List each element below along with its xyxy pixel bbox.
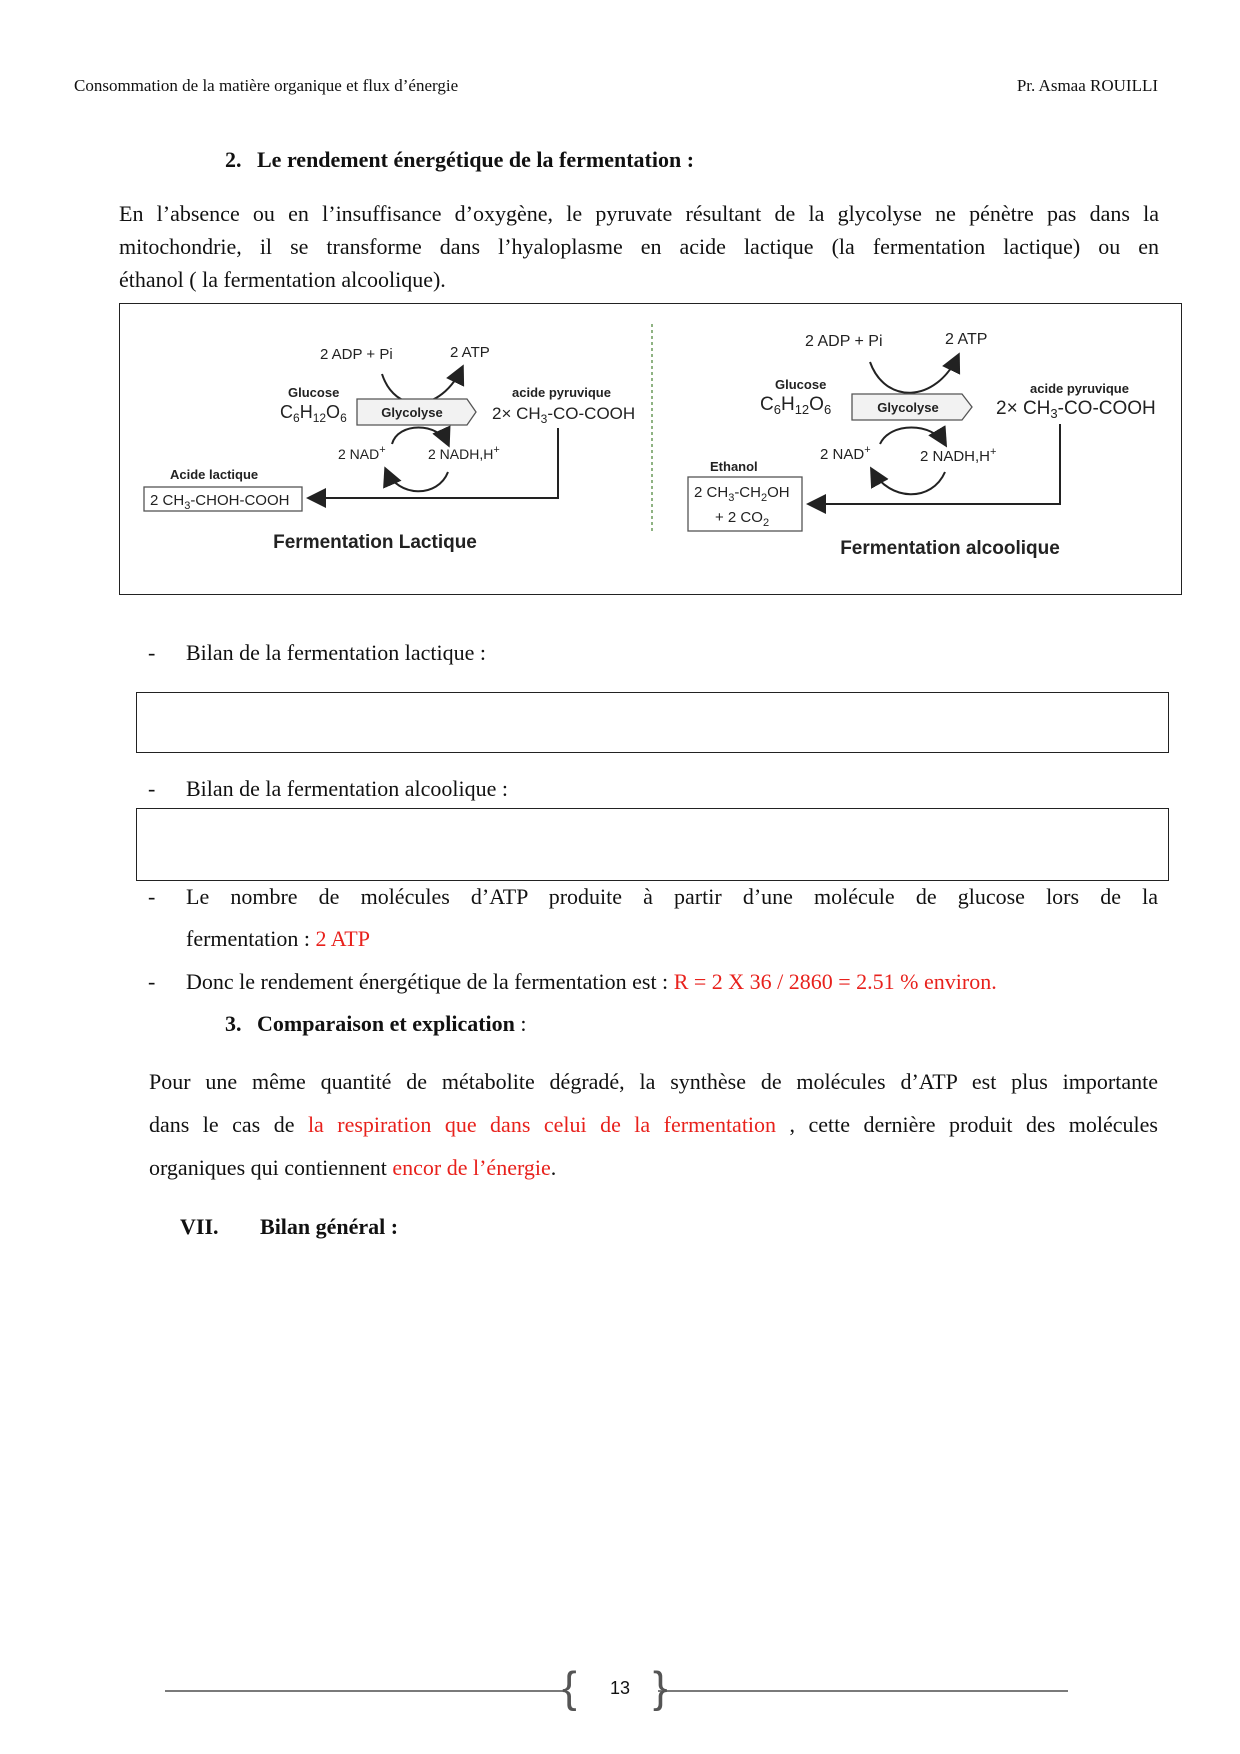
footer-rule-left [165, 1690, 565, 1692]
bilan-lactique-answer-box[interactable] [136, 692, 1169, 753]
bullet-dash: - [148, 969, 156, 994]
paragraph-line: En l’absence ou en l’insuffisance d’oxygène, le pyruvate résultant de la glycolyse ne pénètre pas dans la [119, 201, 1159, 226]
nad-reduction-arrow [392, 428, 448, 445]
alcoholic-nadh: 2 NADH,H+ [920, 446, 997, 465]
lactic-glucose-label: Glucose [288, 385, 340, 400]
nadh-oxidation-arrow [386, 470, 448, 491]
alcoholic-product-formula-2: + 2 $CO_2$ [715, 509, 770, 529]
section-colon: : [514, 1011, 527, 1036]
alcoholic-atp: 2 ATP [945, 331, 988, 348]
atp-count-answer: 2 ATP [315, 926, 370, 951]
lactic-product-formula: 2 $CH_3-CHOH$-COOH [150, 492, 290, 512]
alcoholic-panel [688, 331, 1156, 559]
section-number: 2. [225, 147, 242, 172]
alcoholic-pyruvic-formula: $2\times CH_3-CO$-COOH [996, 398, 1156, 421]
paragraph-line [149, 1146, 1158, 1189]
footer-brace-right: } [653, 1663, 668, 1712]
rendement-answer: R = 2 X 36 / 2860 = 2.51 % environ. [673, 969, 997, 994]
lactic-pyruvic-label: acide pyruvique [512, 385, 611, 400]
section-title: Comparaison et explication [257, 1011, 515, 1036]
atp-arrow [870, 356, 958, 393]
lactic-glucose-formula: $C_6H_{12}O_6$ [280, 402, 347, 425]
lactic-adp: 2 ADP + Pi [320, 346, 393, 363]
nad-reduction-arrow [880, 428, 945, 445]
highlight-energie: encor de l’énergie [392, 1155, 551, 1180]
paragraph-line: éthanol ( la fermentation alcoolique). [119, 267, 446, 292]
atp-count-line-2 [186, 926, 370, 952]
alcoholic-glucose-formula: $C_6H_{12}O_6$ [760, 394, 832, 417]
atp-count-line-1: Le nombre de molécules d’ATP produite à partir d’une molécule de glucose lors de la [186, 884, 1158, 909]
section-2-heading [225, 147, 694, 173]
rendement-text: Donc le rendement énergétique de la fermentation est : [186, 969, 669, 994]
alcoholic-title: Fermentation alcoolique [840, 538, 1060, 559]
section-2-paragraph [119, 197, 1159, 296]
paragraph-line: mitochondrie, il se transforme dans l’hyaloplasme en acide lactique (la fermentation lactique) ou en [119, 234, 1159, 259]
alcoholic-adp: 2 ADP + Pi [805, 333, 883, 350]
fermentation-diagram-svg [120, 304, 1181, 594]
bullet-dash: - [148, 640, 156, 665]
alcoholic-product-label: Ethanol [710, 459, 758, 474]
text-span: , cette dernière produit des molécules [776, 1112, 1158, 1137]
section-3-heading [225, 1011, 527, 1037]
paragraph-line [149, 1103, 1158, 1146]
lactic-nad: 2 NAD+ [338, 444, 386, 462]
text-span: . [550, 1155, 557, 1180]
section-title: Bilan général : [260, 1214, 399, 1239]
text-span: dans le cas de [149, 1112, 308, 1137]
lactic-nadh: 2 NADH,H+ [428, 444, 500, 462]
lactic-atp: 2 ATP [450, 344, 490, 361]
fermentation-diagram [119, 303, 1182, 595]
rendement-line [186, 969, 997, 995]
lactic-product-label: Acide lactique [170, 467, 259, 482]
section-title: Le rendement énergétique de la fermentation : [257, 147, 695, 172]
page-number: 13 [609, 1678, 631, 1698]
bilan-lactique-label: Bilan de la fermentation lactique : [186, 640, 486, 665]
atp-count-text: fermentation : [186, 926, 311, 951]
section-3-paragraph [149, 1060, 1158, 1189]
footer-brace-left: { [562, 1663, 577, 1712]
lactic-panel [144, 344, 635, 553]
bilan-alcoolique-answer-box[interactable] [136, 808, 1169, 881]
lactic-pyruvic-formula: $2\times CH_3-CO$-COOH [492, 404, 636, 426]
highlight-respiration: la respiration que dans celui de la fermentation [307, 1112, 777, 1137]
bullet-dash: - [148, 884, 156, 909]
alcoholic-pyruvic-label: acide pyruvique [1030, 381, 1129, 396]
lactic-title: Fermentation Lactique [273, 532, 477, 553]
alcoholic-nad: 2 NAD+ [820, 444, 871, 463]
atp-arrow [382, 368, 462, 403]
section-number: VII. [180, 1214, 219, 1239]
running-header-author: Pr. Asmaa ROUILLI [1016, 76, 1158, 95]
alcoholic-glycolyse-label: Glycolyse [877, 400, 939, 415]
section-7-heading [180, 1214, 398, 1240]
alcoholic-glucose-label: Glucose [775, 377, 827, 392]
footer-rule-right [658, 1690, 1068, 1692]
bullet-dash: - [148, 776, 156, 801]
lactic-glycolyse-label: Glycolyse [381, 405, 443, 420]
paragraph-line: Pour une même quantité de métabolite dégradé, la synthèse de molécules d’ATP est plus importante [149, 1069, 1158, 1094]
section-number: 3. [225, 1011, 242, 1036]
text-span: organiques qui contiennent [149, 1155, 393, 1180]
running-header-title: Consommation de la matière organique et flux d’énergie [74, 76, 459, 95]
nadh-oxidation-arrow [872, 470, 945, 494]
alcoholic-product-formula-1: 2 $CH_3-CH_2OH$ [694, 484, 790, 504]
bilan-alcoolique-label: Bilan de la fermentation alcoolique : [186, 776, 508, 801]
